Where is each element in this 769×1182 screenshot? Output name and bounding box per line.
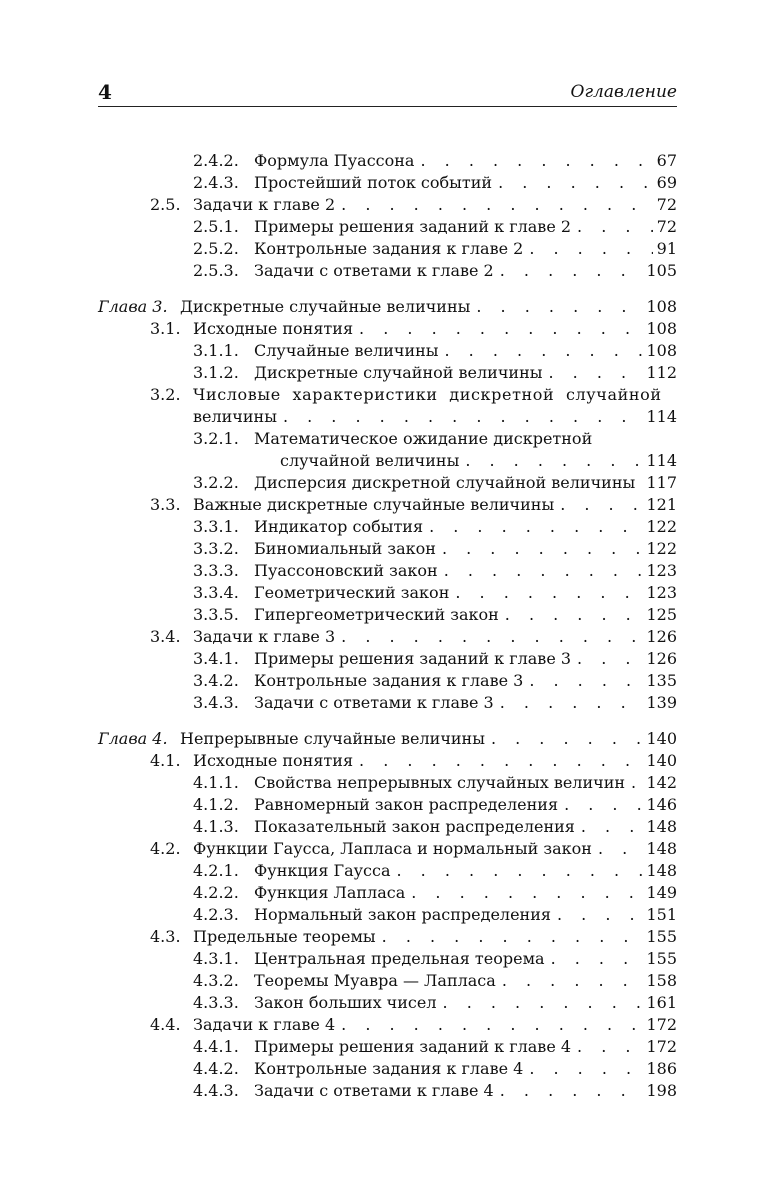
leader-dots	[476, 296, 642, 318]
leader-dots	[455, 582, 642, 604]
toc-entry-number: 4.2.1.	[193, 861, 239, 880]
toc-entry-number: 3.1.1.	[193, 341, 239, 360]
toc-entry-title: Функция Лапласа	[254, 882, 411, 904]
chapter-page: 108	[646, 297, 677, 316]
toc-entry-number: 4.3.	[150, 927, 181, 946]
toc-entry[interactable]	[98, 1036, 677, 1058]
toc-entry[interactable]	[98, 494, 677, 516]
running-title: Оглавление	[570, 82, 677, 102]
toc-entry-page: 155	[646, 949, 677, 968]
toc-entry-title: Центральная предельная теорема	[254, 948, 551, 970]
leader-dots	[382, 926, 643, 948]
toc-entry-page: 125	[646, 605, 677, 624]
toc-entry-number: 4.2.3.	[193, 905, 239, 924]
toc-entry-number: 4.2.	[150, 839, 181, 858]
leader-dots	[283, 406, 643, 428]
leader-dots	[341, 626, 642, 648]
toc-entry[interactable]	[98, 794, 677, 816]
toc-entry-page: 67	[656, 151, 677, 170]
toc-entry-title: Задачи с ответами к главе 4	[254, 1080, 500, 1102]
toc-entry-title: Примеры решения заданий к главе 4	[254, 1036, 577, 1058]
toc-entry-number: 4.2.2.	[193, 883, 239, 902]
toc-entry-title-cont: случайной величины	[280, 450, 465, 472]
toc-entry-title: Исходные понятия	[193, 750, 359, 772]
chapter-title: Непрерывные случайные величины	[180, 728, 491, 750]
leader-dots	[548, 362, 642, 384]
leader-dots	[411, 882, 642, 904]
toc-entry[interactable]	[98, 1014, 677, 1036]
toc-entry[interactable]	[98, 318, 677, 340]
toc-entry-page: 142	[646, 773, 677, 792]
toc-entry-number: 3.4.2.	[193, 671, 239, 690]
toc-chapter[interactable]	[98, 296, 677, 318]
toc-entry-number: 4.1.	[150, 751, 181, 770]
toc-entry-number: 3.3.	[150, 495, 181, 514]
toc-entry[interactable]	[98, 516, 677, 538]
chapter-title: Дискретные случайные величины	[180, 296, 476, 318]
toc-entry-page: 161	[646, 993, 677, 1012]
leader-dots	[631, 772, 642, 794]
toc-entry-number: 3.3.5.	[193, 605, 239, 624]
toc-entry[interactable]	[98, 882, 677, 904]
chapter-number: Глава 4.	[98, 729, 168, 748]
toc-entry-page: 172	[646, 1015, 677, 1034]
toc-entry-title: Случайные величины	[254, 340, 445, 362]
toc-entry-page: 112	[646, 363, 677, 382]
toc-entry[interactable]	[98, 216, 677, 238]
leader-dots	[500, 260, 643, 282]
toc-entry-page: 121	[646, 495, 677, 514]
toc-entry-title: Геометрический закон	[254, 582, 455, 604]
toc-entry-title: Контрольные задания к главе 2	[254, 238, 529, 260]
toc-entry-page: 108	[646, 319, 677, 338]
toc-entry-page: 158	[646, 971, 677, 990]
toc-entry-title: Математическое ожидание дискретной	[254, 428, 598, 450]
leader-dots	[581, 816, 643, 838]
toc-entry[interactable]	[98, 194, 677, 216]
toc-entry-page: 126	[646, 627, 677, 646]
leader-dots	[577, 1036, 642, 1058]
leader-dots	[529, 238, 652, 260]
toc-entry[interactable]	[98, 604, 677, 626]
toc-entry-number: 3.2.1.	[193, 429, 239, 448]
page-number: 4	[98, 80, 112, 104]
toc-entry-number: 2.5.2.	[193, 239, 239, 258]
toc-entry-title: Пуассоновский закон	[254, 560, 444, 582]
toc-entry-title: Задачи к главе 3	[193, 626, 341, 648]
toc-entry[interactable]	[98, 750, 677, 772]
toc-entry-title: Исходные понятия	[193, 318, 359, 340]
toc-entry-title: Закон больших чисел	[254, 992, 443, 1014]
leader-dots	[341, 194, 653, 216]
toc-entry-title: Простейший поток событий	[254, 172, 498, 194]
toc-entry-title: Предельные теоремы	[193, 926, 382, 948]
chapter-page: 140	[646, 729, 677, 748]
leader-dots	[442, 538, 643, 560]
leader-dots	[502, 970, 643, 992]
toc-entry-title: Равномерный закон распределения	[254, 794, 564, 816]
leader-dots	[420, 150, 652, 172]
toc-entry-page: 139	[646, 693, 677, 712]
leader-dots	[598, 838, 643, 860]
toc-entry-number: 2.5.3.	[193, 261, 239, 280]
toc-entry-title: Свойства непрерывных случайных величин	[254, 772, 631, 794]
leader-dots	[500, 1080, 643, 1102]
toc-entry-title: Гипергеометрический закон	[254, 604, 505, 626]
chapter-number: Глава 3.	[98, 297, 168, 316]
toc-entry-title: Дисперсия дискретной случайной величины	[254, 472, 641, 494]
toc-entry-number: 4.4.1.	[193, 1037, 239, 1056]
leader-dots	[529, 670, 642, 692]
toc-entry[interactable]	[98, 948, 677, 970]
toc-entry-page: 140	[646, 751, 677, 770]
toc-entry-page: 148	[646, 817, 677, 836]
toc-entry[interactable]	[98, 260, 677, 282]
leader-dots	[564, 794, 642, 816]
toc-entry[interactable]	[98, 150, 677, 172]
toc-entry[interactable]	[98, 238, 677, 260]
toc-entry-page: 114	[646, 451, 677, 470]
toc-entry-continuation[interactable]	[98, 450, 677, 472]
toc-entry-page: 126	[646, 649, 677, 668]
toc-entry-title: Нормальный закон распределения	[254, 904, 557, 926]
toc-entry-page: 72	[656, 195, 677, 214]
leader-dots	[445, 340, 643, 362]
leader-dots	[500, 692, 643, 714]
leader-dots	[560, 494, 642, 516]
toc-entry-number: 4.4.3.	[193, 1081, 239, 1100]
toc-entry[interactable]	[98, 816, 677, 838]
toc-entry-title: Дискретные случайной величины	[254, 362, 548, 384]
toc-entry-page: 155	[646, 927, 677, 946]
toc-entry[interactable]	[98, 1058, 677, 1080]
toc-entry[interactable]	[98, 384, 677, 406]
toc-entry-page: 186	[646, 1059, 677, 1078]
toc-entry[interactable]	[98, 582, 677, 604]
leader-dots	[491, 728, 643, 750]
toc-entry-title: Задачи с ответами к главе 2	[254, 260, 500, 282]
toc-entry[interactable]	[98, 838, 677, 860]
toc-entry-number: 3.2.	[150, 385, 181, 404]
toc-entry-title: Примеры решения заданий к главе 3	[254, 648, 577, 670]
toc-entry-title: Примеры решения заданий к главе 2	[254, 216, 577, 238]
toc-entry-number: 4.1.3.	[193, 817, 239, 836]
toc-entry[interactable]	[98, 340, 677, 362]
leader-dots	[498, 172, 653, 194]
toc-entry[interactable]	[98, 860, 677, 882]
toc-entry[interactable]	[98, 560, 677, 582]
toc-entry-page: 151	[646, 905, 677, 924]
toc-entry-title: Теоремы Муавра — Лапласа	[254, 970, 502, 992]
toc-entry[interactable]	[98, 926, 677, 948]
toc-entry-number: 3.3.1.	[193, 517, 239, 536]
toc-entry-page: 123	[646, 583, 677, 602]
toc-entry-number: 3.1.2.	[193, 363, 239, 382]
toc-entry-page: 149	[646, 883, 677, 902]
toc-entry[interactable]	[98, 904, 677, 926]
leader-dots	[444, 560, 643, 582]
toc-entry-number: 2.5.	[150, 195, 181, 214]
leader-dots	[341, 1014, 642, 1036]
toc-entry[interactable]	[98, 362, 677, 384]
toc-entry-page: 198	[646, 1081, 677, 1100]
toc-entry-continuation[interactable]	[98, 406, 677, 428]
toc-entry-number: 4.1.1.	[193, 773, 239, 792]
leader-dots	[359, 318, 642, 340]
leader-dots	[577, 216, 653, 238]
toc-entry[interactable]	[98, 538, 677, 560]
toc-entry[interactable]	[98, 670, 677, 692]
leader-dots	[577, 648, 642, 670]
toc-entry-number: 3.4.3.	[193, 693, 239, 712]
toc-entry-page: 122	[646, 539, 677, 558]
leader-dots	[359, 750, 642, 772]
toc-chapter[interactable]	[98, 728, 677, 750]
toc-entry-title: Задачи с ответами к главе 3	[254, 692, 500, 714]
toc-entry-title: Биномиальный закон	[254, 538, 442, 560]
toc-entry-number: 3.1.	[150, 319, 181, 338]
toc-entry-page: 117	[646, 473, 677, 492]
toc-entry[interactable]	[98, 992, 677, 1014]
toc-entry[interactable]	[98, 692, 677, 714]
page-header	[98, 80, 677, 107]
toc-entry-number: 3.2.2.	[193, 473, 239, 492]
toc-entry[interactable]	[98, 772, 677, 794]
toc-entry[interactable]	[98, 970, 677, 992]
toc-entry[interactable]	[98, 472, 677, 494]
toc-entry-number: 4.3.1.	[193, 949, 239, 968]
toc-entry-page: 123	[646, 561, 677, 580]
toc-entry-number: 3.3.2.	[193, 539, 239, 558]
toc-entry-title: Формула Пуассона	[254, 150, 420, 172]
leader-dots	[429, 516, 642, 538]
toc-entry-number: 3.3.3.	[193, 561, 239, 580]
leader-dots	[505, 604, 643, 626]
toc-entry[interactable]	[98, 172, 677, 194]
leader-dots	[465, 450, 642, 472]
toc-entry-number: 4.3.3.	[193, 993, 239, 1012]
toc-entry-page: 114	[646, 407, 677, 426]
toc-entry-number: 2.4.3.	[193, 173, 239, 192]
toc-entry-title: Показательный закон распределения	[254, 816, 581, 838]
toc-entry-page: 108	[646, 341, 677, 360]
toc-entry-title: Задачи к главе 4	[193, 1014, 341, 1036]
toc-entry-page: 91	[656, 239, 677, 258]
toc-entry-number: 3.4.	[150, 627, 181, 646]
toc-entry-page: 172	[646, 1037, 677, 1056]
toc-entry-number: 3.3.4.	[193, 583, 239, 602]
toc-entry-title: Задачи к главе 2	[193, 194, 341, 216]
toc-entry-number: 2.4.2.	[193, 151, 239, 170]
toc-entry-title: Функция Гаусса	[254, 860, 397, 882]
toc-entry[interactable]	[98, 428, 677, 450]
toc-entry-number: 4.4.2.	[193, 1059, 239, 1078]
toc-entry-page: 69	[656, 173, 677, 192]
table-of-contents	[98, 150, 677, 1102]
toc-entry-title: Контрольные задания к главе 3	[254, 670, 529, 692]
toc-entry-page: 148	[646, 839, 677, 858]
leader-dots	[557, 904, 642, 926]
toc-entry-page: 72	[656, 217, 677, 236]
leader-dots	[397, 860, 643, 882]
leader-dots	[443, 992, 643, 1014]
toc-entry-title: Контрольные задания к главе 4	[254, 1058, 529, 1080]
toc-entry[interactable]	[98, 626, 677, 648]
toc-entry-number: 3.4.1.	[193, 649, 239, 668]
toc-entry-title: Важные дискретные случайные величины	[193, 494, 560, 516]
toc-entry-number: 4.4.	[150, 1015, 181, 1034]
toc-entry-page: 146	[646, 795, 677, 814]
toc-entry-title: Числовые характеристики дискретной случайной	[193, 384, 668, 406]
toc-entry-title: Функции Гаусса, Лапласа и нормальный закон	[193, 838, 598, 860]
toc-entry[interactable]	[98, 648, 677, 670]
toc-entry-number: 4.3.2.	[193, 971, 239, 990]
toc-entry[interactable]	[98, 1080, 677, 1102]
toc-entry-title: Индикатор события	[254, 516, 429, 538]
toc-entry-number: 4.1.2.	[193, 795, 239, 814]
leader-dots	[551, 948, 643, 970]
toc-entry-page: 135	[646, 671, 677, 690]
toc-entry-page: 148	[646, 861, 677, 880]
toc-entry-number: 2.5.1.	[193, 217, 239, 236]
toc-entry-page: 122	[646, 517, 677, 536]
toc-entry-page: 105	[646, 261, 677, 280]
toc-entry-title-cont: величины	[193, 406, 283, 428]
leader-dots	[529, 1058, 642, 1080]
